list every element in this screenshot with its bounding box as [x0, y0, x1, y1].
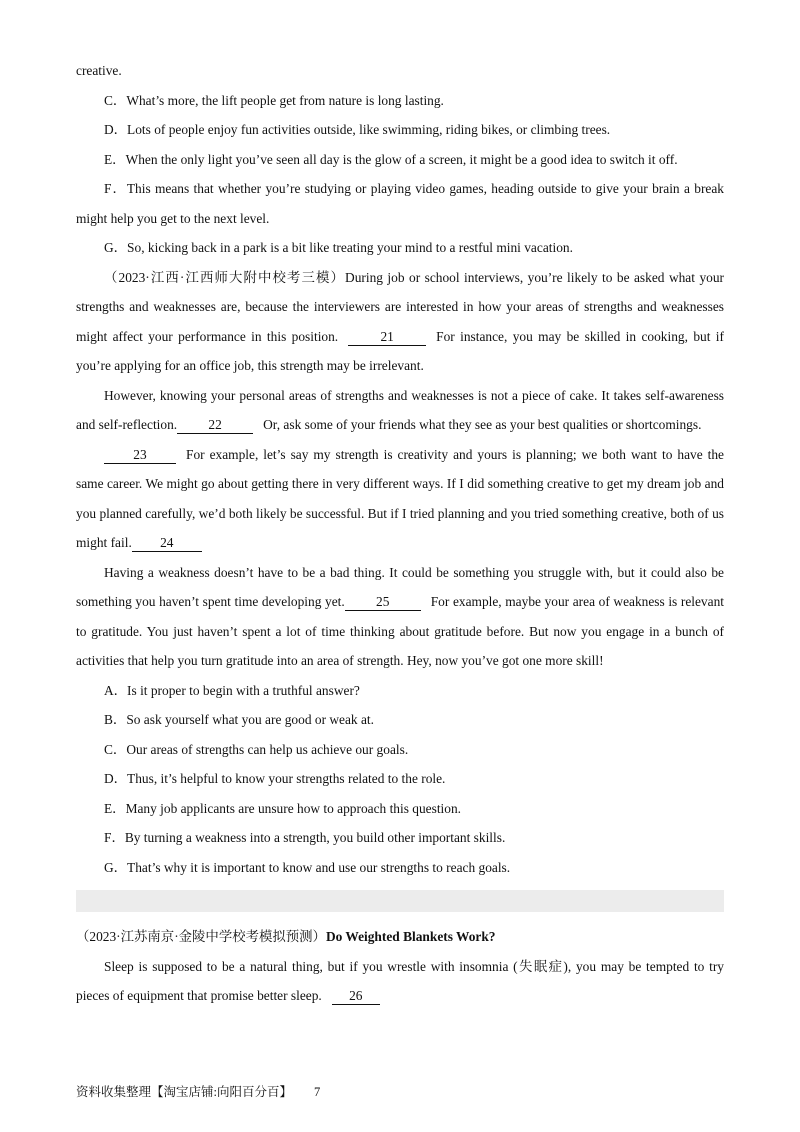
- page-content: [76, 56, 724, 1011]
- option-c: C．Our areas of strengths can help us achieve our goals.: [104, 741, 409, 757]
- page-number: 7: [313, 1085, 321, 1099]
- carry-over-line: creative.: [76, 63, 122, 78]
- option-d-prev: D．Lots of people enjoy fun activities outside, like swimming, riding bikes, or climbing trees.: [104, 122, 611, 137]
- blank-25[interactable]: 25: [345, 593, 421, 611]
- passage-paragraph: （2023·江西·江西师大附中校考三模）During job or school interviews, you’re likely to be asked what your strengths and weaknesses are, because the interviewers are interested in how your areas of strengths and weaknesses might affect your performance in this position. 21 For instance, you may be skilled in cooking, but if you’re applying for an office job, this strength may be irrelevant.: [76, 269, 724, 373]
- option-g: G．That’s why it is important to know and use our strengths to reach goals.: [104, 859, 511, 875]
- passage-title: Do Weighted Blankets Work?: [325, 929, 496, 944]
- footer-text: 资料收集整理【淘宝店铺:向阳百分百】: [76, 1085, 292, 1099]
- blank-23[interactable]: 23: [104, 446, 176, 464]
- source-label: （2023·江苏南京·金陵中学校考模拟预测）: [76, 929, 326, 944]
- passage-paragraph: However, knowing your personal areas of strengths and weaknesses is not a piece of cake. It takes self-awareness and self-reflection. 22 Or, ask some of your friends what they see as your best qualities or shortcomings.: [76, 387, 724, 432]
- passage-paragraph: Sleep is supposed to be a natural thing, but if you wrestle with insomnia (失眠症), you may be tempted to try pieces of equipment that promise better sleep. 26: [76, 958, 724, 1003]
- option-f: F．By turning a weakness into a strength, you build other important skills.: [104, 830, 506, 845]
- blank-21[interactable]: 21: [348, 328, 426, 346]
- option-g-prev: G．So, kicking back in a park is a bit like treating your mind to a restful mini vacation.: [104, 240, 573, 255]
- source-label: （2023·江西·江西师大附中校考三模）: [104, 269, 346, 285]
- blank-22[interactable]: 22: [177, 416, 253, 434]
- blank-24[interactable]: 24: [132, 534, 202, 552]
- passage-paragraph: Having a weakness doesn’t have to be a bad thing. It could be something you struggle with, but it could also be something you haven’t spent time developing yet. 25 For example, maybe your area of weakness is relevant to gratitude. You just haven’t spent a lot of time thinking about gratitude before. But now you engage in a bunch of activities that help you turn gratitude into an area of strength. Hey, now you’ve got one more skill!: [76, 564, 724, 668]
- option-c-prev: C．What’s more, the lift people get from nature is long lasting.: [104, 92, 444, 108]
- option-e-prev: E．When the only light you’ve seen all day is the glow of a screen, it might be a good idea to switch it off.: [104, 151, 678, 167]
- passage-paragraph: 23 For example, let’s say my strength is creativity and yours is planning; we both want to have the same career. We might go about getting there in very different ways. If I did something creative to get my dream job and you planned carefully, we’d both likely be successful. But if I tried planning and you tried something creative, both of us might fail. 24: [76, 446, 724, 550]
- section-divider: [76, 890, 724, 912]
- option-d: D．Thus, it’s helpful to know your strengths related to the role.: [104, 771, 446, 786]
- page-footer: [76, 1082, 320, 1100]
- option-e: E．Many job applicants are unsure how to approach this question.: [104, 800, 462, 816]
- option-f-prev: F．This means that whether you’re studying or playing video games, heading outside to give your brain a break might help you get to the next level.: [76, 181, 724, 226]
- option-b: B．So ask yourself what you are good or weak at.: [104, 712, 374, 727]
- blank-26[interactable]: 26: [332, 987, 380, 1005]
- passage-heading: [76, 922, 724, 952]
- option-a: A．Is it proper to begin with a truthful answer?: [104, 682, 360, 698]
